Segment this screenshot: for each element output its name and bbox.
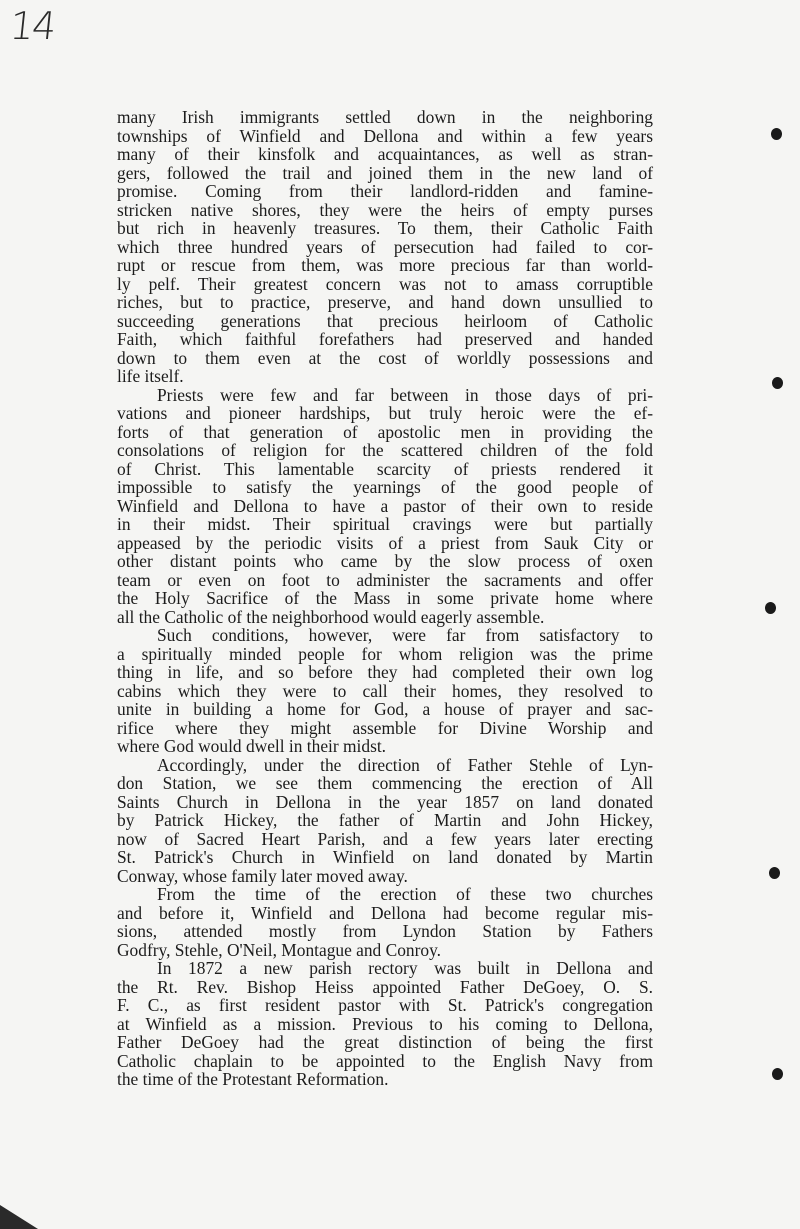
- text-line: many of their kinsfolk and acquaintances, as well as stran-: [117, 144, 653, 164]
- text-line: by Patrick Hickey, the father of Martin and John Hickey,: [117, 810, 653, 830]
- text-line: succeeding generations that precious heirloom of Catholic: [117, 310, 653, 331]
- text-line: sions, attended mostly from Lyndon Station by Fathers: [117, 921, 653, 941]
- text-line: ly pelf. Their greatest concern was not to amass corruptible: [117, 273, 653, 294]
- text-line: F. C., as first resident pastor with St. Patrick's congregation: [117, 995, 653, 1015]
- text-line: which three hundred years of persecution had failed to cor-: [117, 236, 653, 257]
- text-line: rupt or rescue from them, was more precious far than world-: [117, 255, 653, 275]
- text-line: Saints Church in Dellona in the year 1857 on land donated: [117, 791, 653, 812]
- text-line: From the time of the erection of these two churches: [157, 884, 653, 904]
- text-line: down to them even at the cost of worldly possessions and: [117, 347, 653, 368]
- text-line: all the Catholic of the neighborhood would eagerly assemble.: [117, 606, 545, 627]
- text-line: forts of that generation of apostolic men in providing the: [117, 421, 653, 442]
- text-line: where God would dwell in their midst.: [117, 736, 387, 756]
- text-line: Conway, whose family later moved away.: [117, 865, 408, 886]
- text-line: and before it, Winfield and Dellona had become regular mis-: [117, 902, 653, 923]
- text-line: the Rt. Rev. Bishop Heiss appointed Father DeGoey, O. S.: [117, 976, 653, 997]
- text-line: in their midst. Their spiritual cravings were but partially: [117, 514, 653, 534]
- text-line: Such conditions, however, were far from satisfactory to: [157, 625, 653, 645]
- text-line: but rich in heavenly treasures. To them, their Catholic Faith: [117, 218, 653, 238]
- text-line: Father DeGoey had the great distinction of being the first: [117, 1032, 653, 1052]
- text-line: thing in life, and so before they had completed their own log: [117, 662, 653, 682]
- text-line: St. Patrick's Church in Winfield on land donated by Martin: [117, 847, 653, 867]
- text-line: a spiritually minded people for whom religion was the prime: [117, 643, 653, 664]
- binding-hole-5: [772, 1068, 783, 1080]
- text-line: In 1872 a new parish rectory was built in Dellona and: [157, 958, 653, 978]
- text-line: don Station, we see them commencing the erection of All: [117, 773, 653, 793]
- corner-fold-mark: [0, 1199, 40, 1229]
- text-line: many Irish immigrants settled down in the neighboring: [117, 107, 653, 127]
- text-line: the Holy Sacrifice of the Mass in some private home where: [117, 588, 653, 608]
- body-text: [117, 108, 653, 1089]
- text-line: promise. Coming from their landlord-ridden and famine-: [117, 181, 653, 201]
- text-line: rifice where they might assemble for Divine Worship and: [117, 717, 653, 738]
- text-line: now of Sacred Heart Parish, and a few years later erecting: [117, 828, 653, 849]
- binding-hole-3: [765, 602, 776, 614]
- page-number: 14: [7, 4, 57, 48]
- text-line: stricken native shores, they were the heirs of empty purses: [117, 199, 653, 220]
- text-line: riches, but to practice, preserve, and hand down unsullied to: [117, 292, 653, 312]
- text-line: unite in building a home for God, a house of prayer and sac-: [117, 699, 653, 719]
- text-line: other distant points who came by the slow process of oxen: [117, 551, 653, 571]
- text-line: Faith, which faithful forefathers had preserved and handed: [117, 329, 653, 349]
- text-line: appeased by the periodic visits of a priest from Sauk City or: [117, 532, 653, 553]
- text-line: vations and pioneer hardships, but truly heroic were the ef-: [117, 403, 653, 423]
- text-line: Godfry, Stehle, O'Neil, Montague and Conroy.: [117, 939, 441, 960]
- binding-hole-1: [771, 128, 782, 140]
- text-line: townships of Winfield and Dellona and within a few years: [117, 125, 653, 146]
- text-line: Catholic chaplain to be appointed to the English Navy from: [117, 1050, 653, 1071]
- text-line: at Winfield as a mission. Previous to his coming to Dellona,: [117, 1013, 653, 1034]
- text-line: life itself.: [117, 366, 184, 386]
- text-line: consolations of religion for the scattered children of the fold: [117, 440, 653, 460]
- text-line: team or even on foot to administer the sacraments and offer: [117, 569, 653, 590]
- text-line: gers, followed the trail and joined them in the new land of: [117, 162, 653, 183]
- binding-hole-4: [769, 867, 780, 879]
- text-line: Accordingly, under the direction of Father Stehle of Lyn-: [157, 754, 653, 775]
- text-line: Priests were few and far between in those days of pri-: [157, 384, 653, 405]
- text-line: the time of the Protestant Reformation.: [117, 1069, 389, 1089]
- binding-hole-2: [772, 377, 783, 389]
- text-line: of Christ. This lamentable scarcity of priests rendered it: [117, 458, 653, 479]
- text-line: Winfield and Dellona to have a pastor of their own to reside: [117, 495, 653, 516]
- text-line: impossible to satisfy the yearnings of the good people of: [117, 477, 653, 497]
- text-line: cabins which they were to call their homes, they resolved to: [117, 680, 653, 701]
